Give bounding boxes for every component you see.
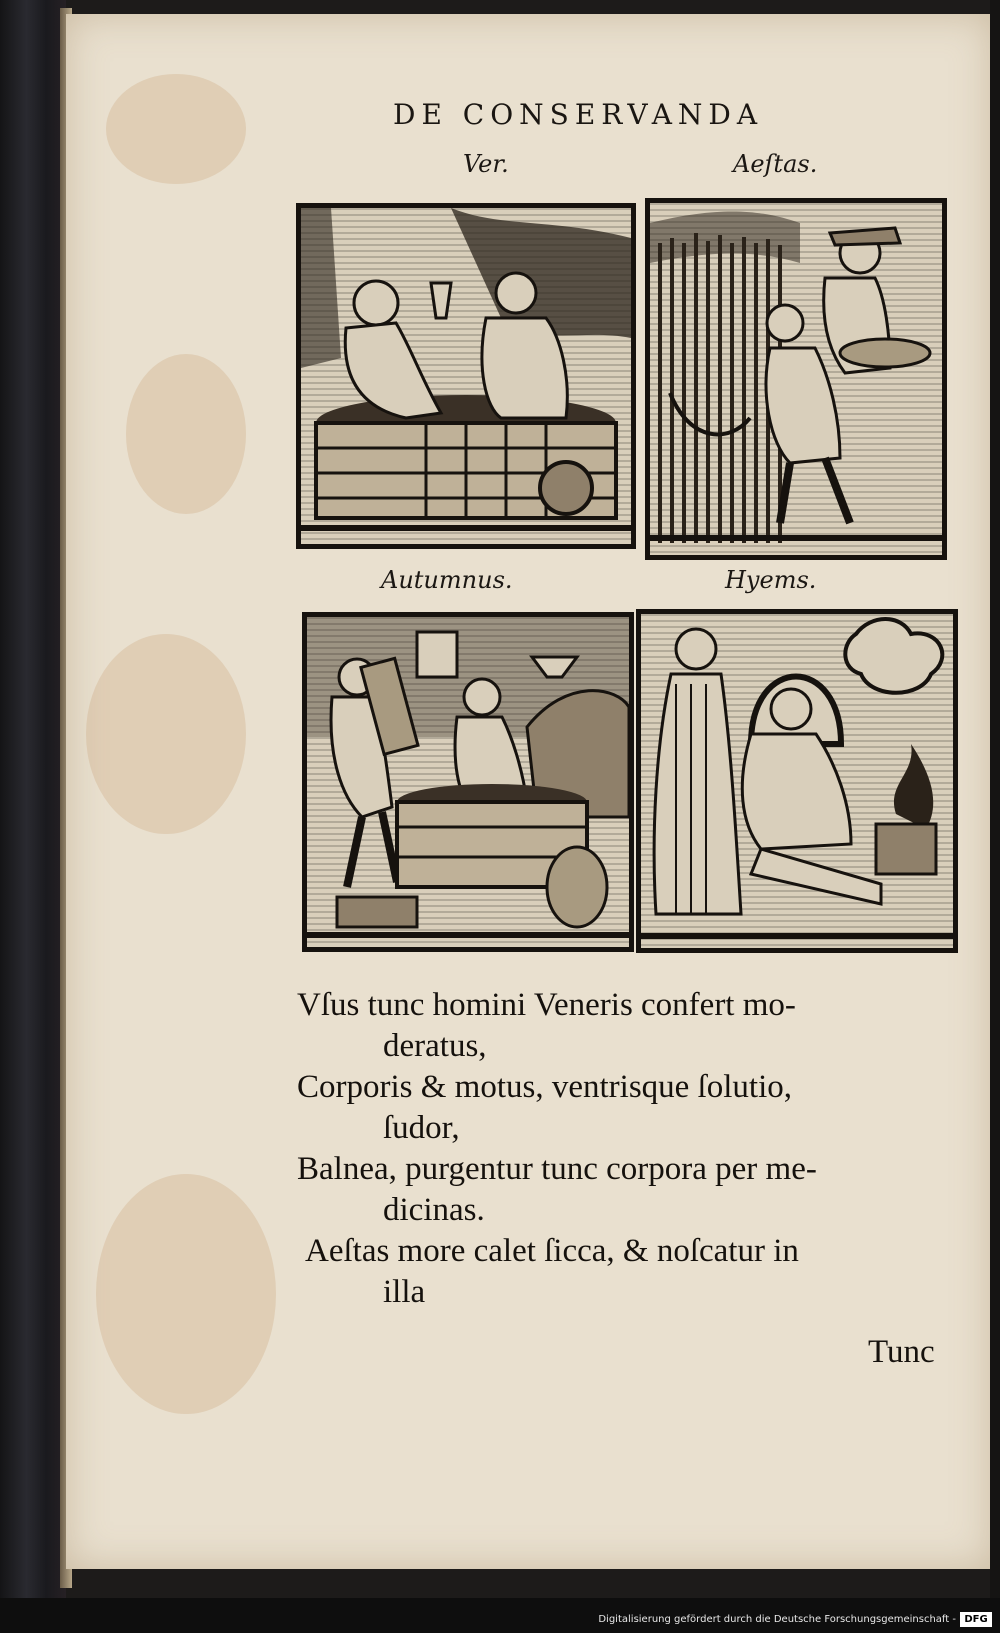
verse-line: dicinas. [383, 1192, 485, 1228]
caption-spring: Ver. [463, 150, 509, 178]
verse-line: illa [383, 1274, 426, 1310]
catchword: Tunc [868, 1334, 935, 1370]
dfg-logo: DFG [960, 1612, 992, 1627]
right-edge [990, 0, 1000, 1600]
caption-autumn: Autumnus. [381, 566, 513, 594]
woodcut-autumn-winepress [302, 612, 634, 952]
verse-line: deratus, [383, 1028, 487, 1064]
running-head: DE CONSERVANDA [393, 98, 764, 131]
verse-line: Vſus tunc homini Veneris confert mo- [297, 987, 796, 1023]
verse-line: Corporis & motus, ventrisque ſolutio, [297, 1069, 792, 1105]
verse-line: Balnea, purgentur tunc corpora per me- [297, 1151, 817, 1187]
book-binding [0, 0, 66, 1600]
woodcut-spring-bath [296, 203, 636, 549]
woodcut-winter-fireside [636, 609, 958, 953]
woodcut-summer-harvest [645, 198, 947, 560]
caption-winter: Hyems. [725, 566, 817, 594]
digitization-credit: Digitalisierung gefördert durch die Deutsche Forschungsgemeinschaft - [598, 1614, 956, 1625]
caption-summer: Aeſtas. [733, 150, 818, 178]
verse-line: ſudor, [383, 1110, 460, 1146]
verse-text [297, 985, 977, 1313]
verse-line: Aeſtas more calet ſicca, & noſcatur in [305, 1233, 799, 1269]
